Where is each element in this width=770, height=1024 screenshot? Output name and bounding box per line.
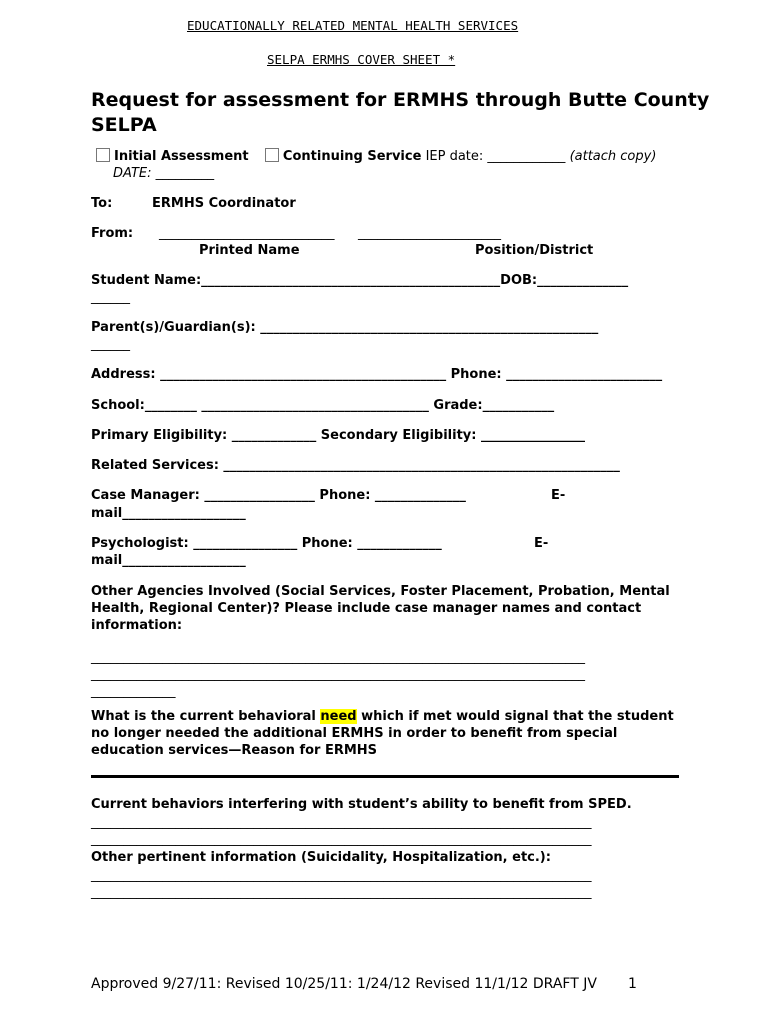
header-title: EDUCATIONALLY RELATED MENTAL HEALTH SERVICES	[187, 18, 519, 33]
iep-date-field[interactable]: IEP date: ____________	[425, 149, 566, 164]
student-field-continuation: ______	[91, 290, 130, 305]
date-field[interactable]: DATE: _________	[113, 166, 215, 181]
agencies-line-2[interactable]: ____________________________________________________________________________	[91, 667, 585, 682]
initial-assessment-label: Initial Assessment	[114, 149, 249, 164]
footer-revision-text: Approved 9/27/11: Revised 10/25/11: 1/24/12 Revised 11/1/12 DRAFT JV	[91, 976, 597, 992]
psychologist-email-field[interactable]: mail___________________	[91, 553, 246, 568]
related-services-field[interactable]: Related Services: _____________________________________________________________	[91, 458, 620, 473]
address-phone-field[interactable]: Address: ____________________________________________ Phone: ________________________	[91, 367, 663, 382]
to-label: To:	[91, 196, 113, 211]
continuing-service-checkbox[interactable]	[265, 148, 279, 162]
attach-copy-note: (attach copy)	[569, 149, 657, 164]
agencies-line-1[interactable]: ____________________________________________________________________________	[91, 650, 585, 665]
page-title-line2: SELPA	[91, 114, 157, 136]
behaviors-line-1[interactable]: _____________________________________________________________________________	[91, 815, 592, 830]
pertinent-info-label: Other pertinent information (Suicidality, Hospitalization, etc.):	[91, 850, 551, 865]
case-manager-email-label: E-	[551, 488, 566, 503]
case-manager-field[interactable]: Case Manager: _________________ Phone: ______________	[91, 488, 466, 503]
section-divider	[91, 775, 679, 778]
printed-name-caption: Printed Name	[199, 243, 300, 258]
school-grade-field[interactable]: School:________ ___________________________________ Grade:___________	[91, 398, 555, 413]
printed-name-field[interactable]: ___________________________	[159, 226, 335, 241]
initial-assessment-checkbox[interactable]	[96, 148, 110, 162]
need-text-before: What is the current behavioral	[91, 709, 321, 724]
other-agencies-question: Other Agencies Involved (Social Services, Foster Placement, Probation, Mental Health, Regional Center)? Please include case manager names and contact information:	[91, 584, 670, 633]
parents-guardians-field[interactable]: Parent(s)/Guardian(s): ____________________________________________________	[91, 320, 599, 335]
from-label: From:	[91, 226, 134, 241]
case-manager-email-field[interactable]: mail___________________	[91, 506, 246, 521]
psychologist-email-label: E-	[534, 536, 549, 551]
behaviors-line-2[interactable]: _____________________________________________________________________________	[91, 832, 592, 847]
position-district-field[interactable]: ______________________	[358, 226, 501, 241]
pertinent-line-2[interactable]: _____________________________________________________________________________	[91, 885, 592, 900]
need-highlight: need	[320, 709, 357, 724]
need-text-after: which if met would signal that the student no longer needed the additional ERMHS in order to benefit from special education services—Reason for ERMHS	[91, 709, 674, 758]
eligibility-field[interactable]: Primary Eligibility: _____________ Secondary Eligibility: ________________	[91, 428, 585, 443]
student-name-dob-field[interactable]: Student Name:______________________________________________DOB:______________	[91, 273, 629, 288]
pertinent-line-1[interactable]: _____________________________________________________________________________	[91, 868, 592, 883]
parents-field-continuation: ______	[91, 337, 130, 352]
position-district-caption: Position/District	[475, 243, 594, 258]
to-value: ERMHS Coordinator	[152, 196, 296, 211]
agencies-line-3[interactable]: _____________	[91, 684, 176, 699]
assessment-type-row	[96, 148, 656, 164]
behavioral-need-question	[91, 708, 691, 759]
current-behaviors-label: Current behaviors interfering with student’s ability to benefit from SPED.	[91, 797, 632, 812]
continuing-service-label: Continuing Service	[282, 149, 422, 164]
page-title-line1: Request for assessment for ERMHS through Butte County	[91, 89, 710, 111]
header-subtitle: SELPA ERMHS COVER SHEET *	[267, 52, 456, 67]
page-number: 1	[628, 976, 637, 992]
psychologist-field[interactable]: Psychologist: ________________ Phone: _____________	[91, 536, 442, 551]
